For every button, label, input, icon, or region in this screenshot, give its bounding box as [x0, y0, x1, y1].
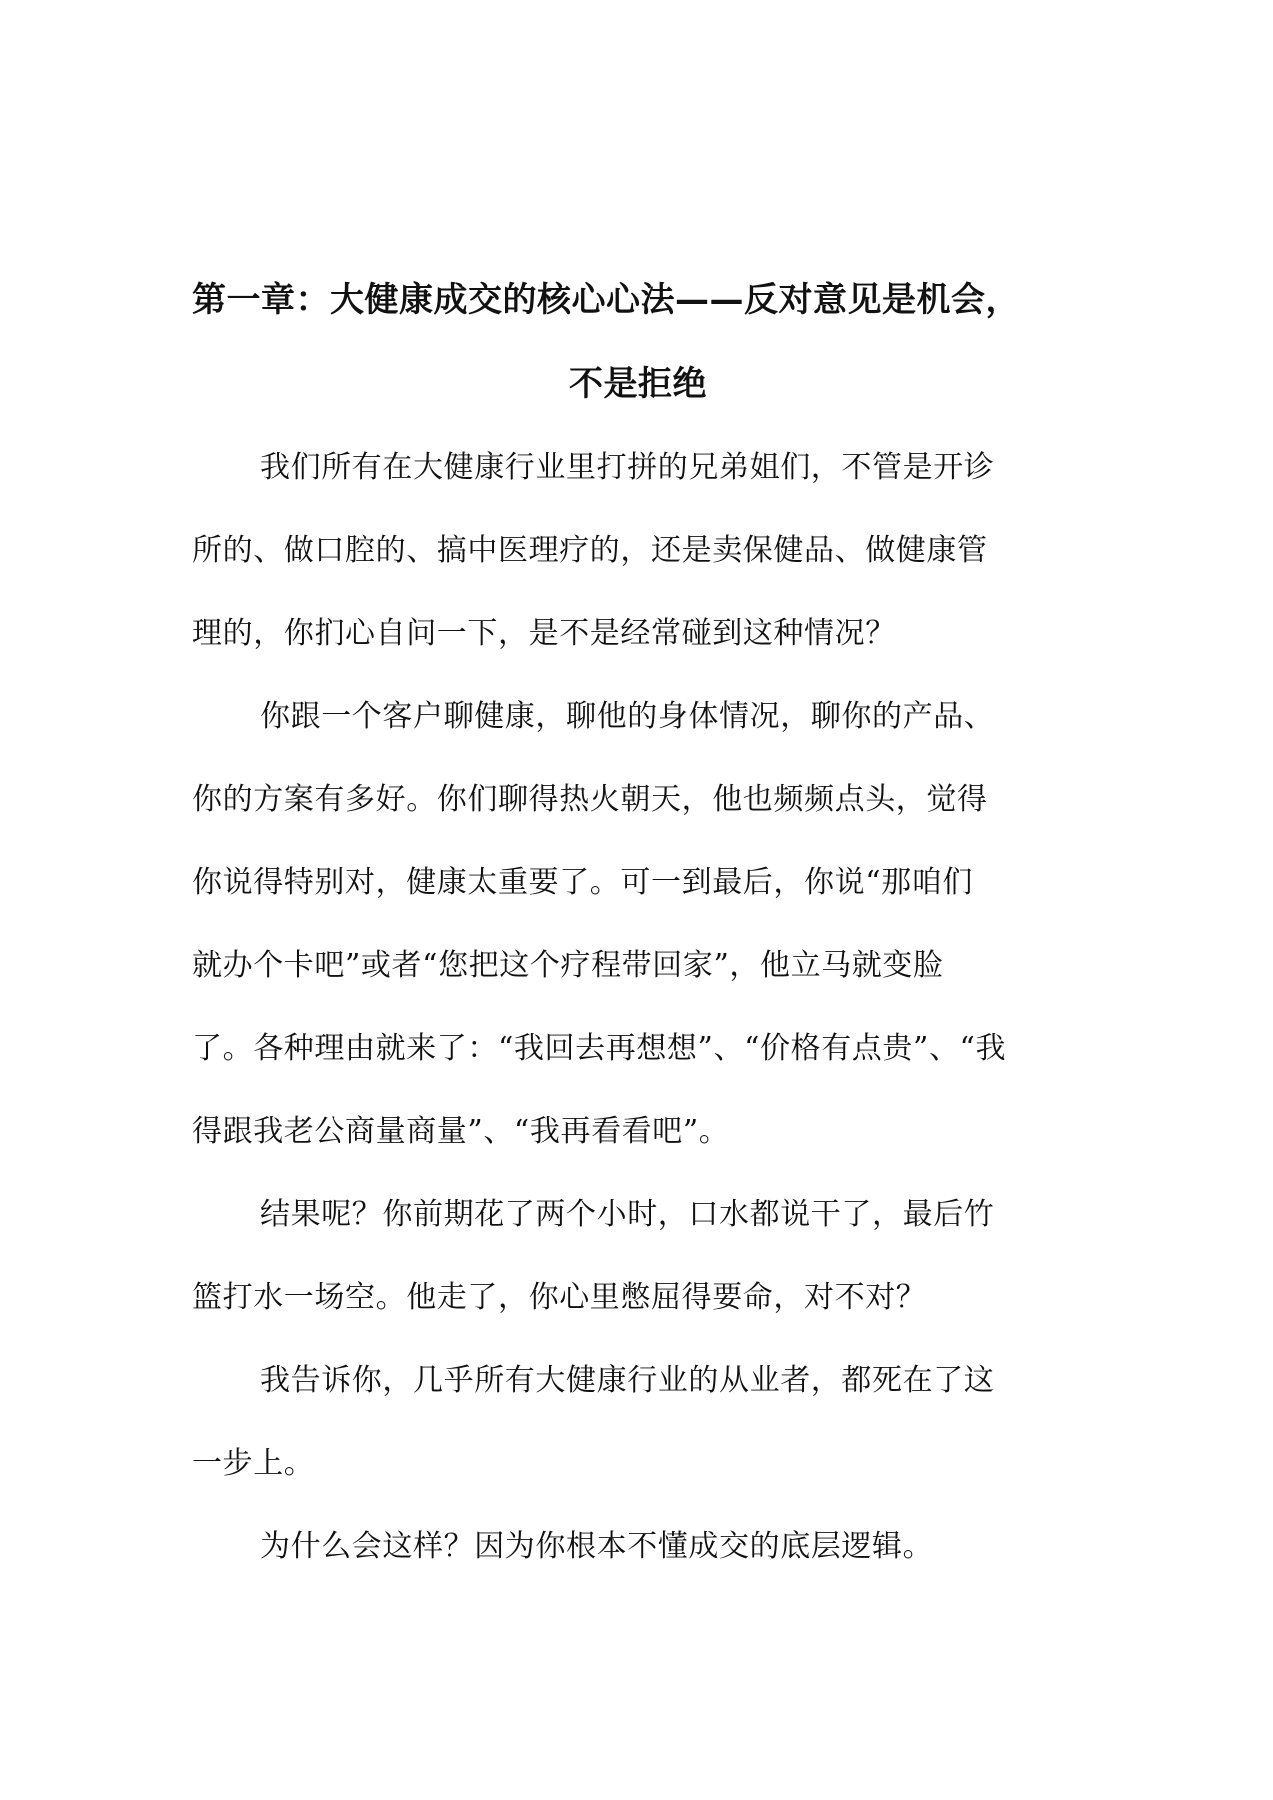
paragraph-line: 为什么会这样？因为你根本不懂成交的底层逻辑。 — [260, 1529, 934, 1564]
paragraph-line: 篮打水一场空。他走了，你心里憋屈得要命，对不对？ — [192, 1280, 927, 1315]
chapter-title — [192, 258, 1084, 426]
paragraph-line: 我告诉你，几乎所有大健康行业的从业者，都死在了这 — [260, 1363, 995, 1398]
chapter-title-line: 不是拒绝 — [569, 364, 707, 404]
paragraph-line: 我们所有在大健康行业里打拼的兄弟姐们，不管是开诊 — [260, 450, 995, 485]
paragraph — [192, 1173, 1084, 1339]
paragraph — [192, 1339, 1084, 1505]
paragraph-line: 一步上。 — [192, 1446, 315, 1481]
paragraph-line: 你说得特别对，健康太重要了。可一到最后，你说“那咱们 — [192, 865, 973, 900]
paragraph-line: 就办个卡吧”或者“您把这个疗程带回家”，他立马就变脸 — [192, 948, 944, 983]
paragraph-line: 理的，你扪心自问一下，是不是经常碰到这种情况？ — [192, 616, 896, 651]
page-content — [192, 258, 1084, 1588]
paragraph — [192, 1505, 1084, 1588]
paragraph-line: 结果呢？你前期花了两个小时，口水都说干了，最后竹 — [260, 1197, 995, 1232]
chapter-title-line: 第一章：大健康成交的核心心法——反对意见是机会， — [192, 280, 1020, 320]
paragraph-line: 了。各种理由就来了：“我回去再想想”、“价格有点贵”、“我 — [192, 1031, 1007, 1066]
paragraph-line: 你的方案有多好。你们聊得热火朝天，他也频频点头，觉得 — [192, 782, 988, 817]
paragraph-line: 得跟我老公商量商量”、“我再看看吧”。 — [192, 1114, 730, 1149]
paragraph — [192, 426, 1084, 675]
paragraph — [192, 675, 1084, 1173]
paragraph-line: 你跟一个客户聊健康，聊他的身体情况，聊你的产品、 — [260, 699, 995, 734]
paragraph-line: 所的、做口腔的、搞中医理疗的，还是卖保健品、做健康管 — [192, 533, 988, 568]
